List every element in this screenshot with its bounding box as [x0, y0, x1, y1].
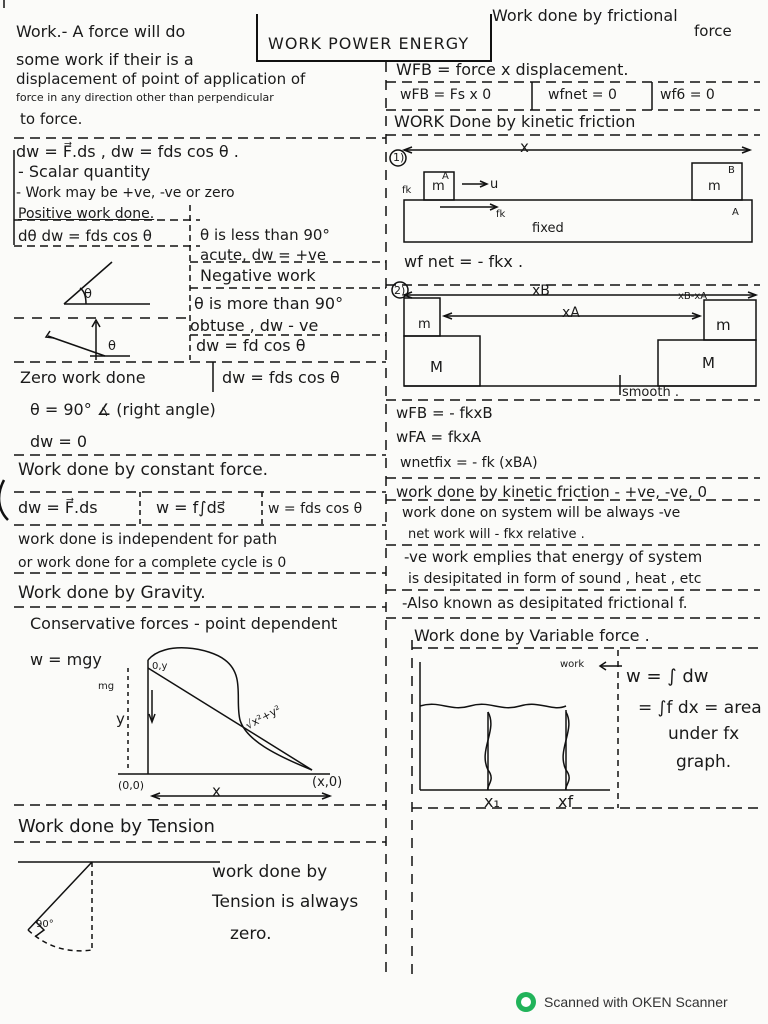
- zero-heading: Zero work done: [20, 368, 146, 387]
- block-big-m-label: M: [702, 354, 715, 372]
- right-angle-note: θ = 90° ∡ (right angle): [30, 400, 216, 419]
- case-1-label: 1): [393, 151, 405, 164]
- sign-note: - Work may be +ve, -ve or zero: [16, 185, 235, 201]
- mg-label: mg: [98, 681, 115, 692]
- block-a-label: A: [442, 171, 449, 182]
- scanner-logo-icon: [516, 992, 536, 1012]
- x-label: x: [212, 782, 221, 800]
- smooth-label: smooth .: [622, 385, 679, 400]
- theta-label: θ: [108, 339, 116, 354]
- constant-force-heading: Work done by constant force.: [18, 460, 269, 480]
- friction-label: fk: [496, 209, 506, 220]
- block-m-label: m: [716, 316, 731, 334]
- fixed-label: fixed: [532, 221, 564, 236]
- wfb-equation: wFB = - fkxB: [396, 404, 493, 422]
- wfb-line: WFB = force x displacement.: [396, 60, 629, 79]
- y-label: y: [116, 710, 125, 728]
- system-note: work done on system will be always -ve: [402, 505, 681, 521]
- friction-label: fk: [402, 185, 412, 196]
- positive-heading: Positive work done.: [18, 206, 155, 222]
- kinetic-sign-note: work done by kinetic friction - +ve, -ve, 0: [396, 483, 708, 501]
- origin-label: (0,0): [118, 779, 145, 792]
- work-arrow-label: work: [560, 659, 585, 670]
- case-2-label: 2): [394, 284, 406, 297]
- xa-label: xA: [562, 305, 580, 321]
- intro-line: some work if their is a: [16, 50, 194, 69]
- integral-line: graph.: [676, 752, 732, 772]
- integral-line: w = ∫ dw: [626, 666, 709, 687]
- wfa-equation: wFA = fkxA: [396, 428, 481, 446]
- wfnet-kx: wf net = - fkx .: [404, 252, 524, 271]
- negative-heading: Negative work: [200, 266, 316, 285]
- block-big-m-label: M: [430, 358, 443, 376]
- conservative-note: Conservative forces - point dependent: [30, 614, 338, 633]
- intro-line: displacement of point of application of: [16, 70, 306, 88]
- integral-line: = ∫f dx = area: [638, 698, 762, 718]
- page-title: WORK POWER ENERGY: [268, 34, 470, 53]
- intro-line: Work.- A force will do: [16, 22, 186, 41]
- end-point-label: (x,0): [312, 775, 343, 790]
- zero-formula: dw = fds cos θ: [222, 368, 340, 387]
- negative-energy-note: is desipitated in form of sound , heat , etc: [408, 571, 702, 587]
- angle-90-label: 90°: [36, 919, 54, 930]
- scalar-note: - Scalar quantity: [18, 162, 151, 181]
- wfnet-zero: wfnet = 0: [548, 87, 617, 103]
- friction-heading: force: [694, 22, 732, 40]
- xb-label: xB: [532, 283, 550, 299]
- negative-formula: dw = fd cos θ: [196, 336, 306, 355]
- variable-force-heading: Work done by Variable force .: [414, 626, 650, 645]
- gravity-heading: Work done by Gravity.: [18, 583, 206, 603]
- velocity-label: u: [490, 177, 499, 192]
- constant-formula: dw = F⃗.ds: [18, 498, 98, 517]
- wfg-zero: wf6 = 0: [660, 87, 715, 103]
- positive-note: θ is less than 90°: [200, 226, 330, 244]
- top-point-label: 0,y: [152, 661, 168, 672]
- xb-xa-label: xB-xA: [678, 291, 708, 302]
- positive-note: acute, dw = +ve: [200, 246, 327, 264]
- positive-formula: dθ dw = fds cos θ: [18, 227, 152, 245]
- wfb-zero: wFB = Fs x 0: [400, 87, 492, 103]
- constant-formula: w = f∫ds⃗: [156, 498, 226, 517]
- gravity-path-curve: [148, 648, 312, 770]
- scanner-text: Scanned with OKEN Scanner: [544, 994, 728, 1010]
- intro-line: to force.: [20, 110, 83, 128]
- block-m-label: m: [432, 179, 445, 194]
- friction-heading: Work done by frictional: [492, 6, 678, 25]
- kinetic-heading: WORK Done by kinetic friction: [394, 112, 636, 131]
- x1-label: x₁: [484, 792, 500, 811]
- scanner-watermark: [516, 991, 728, 1013]
- tension-note: work done by: [212, 862, 328, 882]
- tension-note: Tension is always: [212, 892, 359, 912]
- x-distance-label: x: [520, 138, 529, 156]
- intro-line: force in any direction other than perpendicular: [16, 91, 274, 104]
- path-note: or work done for a complete cycle is 0: [18, 555, 287, 571]
- constant-formula: w = fds cos θ: [268, 501, 363, 517]
- variable-force-curve: [420, 704, 566, 707]
- path-note: work done is independent for path: [18, 530, 278, 548]
- theta-label: θ: [84, 287, 92, 302]
- dissipated-note: -Also known as desipitated frictional f.: [402, 594, 688, 612]
- w-mgy: w = mgy: [30, 650, 102, 669]
- negative-note: obtuse , dw - ve: [190, 316, 319, 335]
- system-note: net work will - fkx relative .: [408, 527, 585, 542]
- hypotenuse-label: √x²+y²: [243, 702, 283, 733]
- xf-label: xf: [558, 792, 574, 811]
- block-m-label: m: [418, 317, 431, 332]
- integral-line: under fx: [668, 724, 740, 744]
- block-m-label: m: [708, 179, 721, 194]
- wnet-equation: wnetfix = - fk (xBA): [400, 455, 538, 471]
- negative-energy-note: -ve work emplies that energy of system: [404, 548, 703, 566]
- block-b-label: B: [728, 165, 735, 176]
- tension-heading: Work done by Tension: [18, 816, 215, 837]
- dw-zero: dw = 0: [30, 432, 87, 451]
- tension-note: zero.: [230, 924, 272, 944]
- negative-note: θ is more than 90°: [194, 294, 344, 313]
- block-a-label: A: [732, 207, 739, 218]
- dw-formula: dw = F⃗.ds , dw = fds cos θ .: [16, 142, 239, 161]
